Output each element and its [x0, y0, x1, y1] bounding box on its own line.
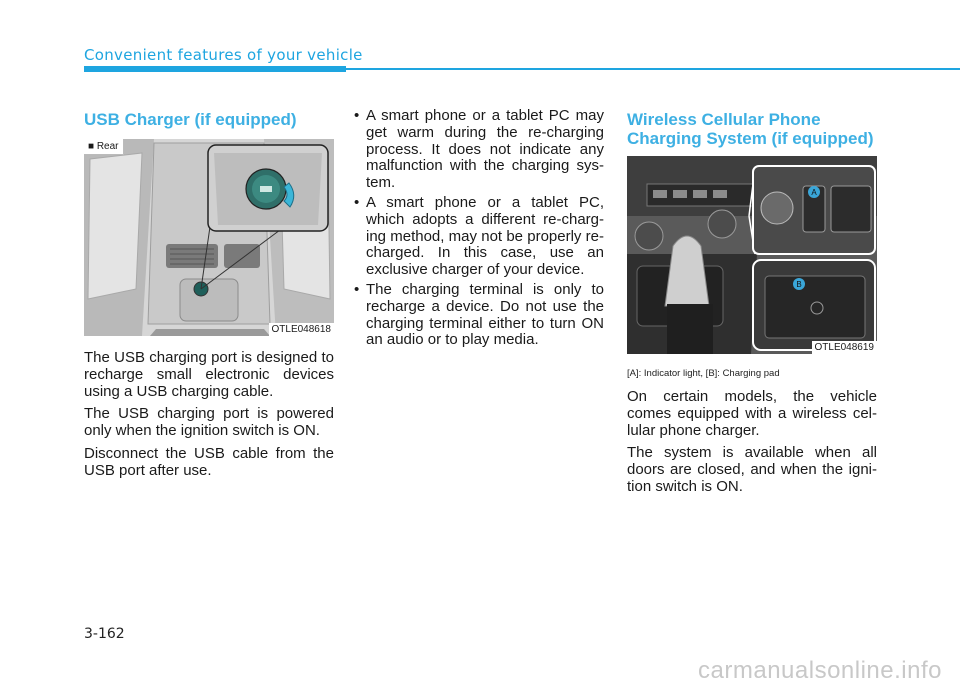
figure-caption: [A]: Indicator light, [B]: Charging pad [627, 368, 780, 379]
section-title: Convenient features of your vehicle [84, 46, 363, 64]
watermark: carmanualsonline.info [698, 657, 942, 684]
figure-code: OTLE048618 [269, 323, 335, 336]
usb-paragraph-2: The USB charging port is powered only when the ignition switch is ON. [84, 405, 334, 440]
page-number: 3-162 [84, 626, 125, 642]
label-b: B [796, 280, 802, 289]
usb-charger-heading: USB Charger (if equipped) [84, 110, 297, 129]
note-bullet-2: • A smart phone or a tablet PC, which adopts a different re-charg-ing method, may not be properly re-charged. In this case, use an exclusive charger of your device. [354, 195, 604, 279]
label-a: A [811, 188, 817, 197]
figure-code: OTLE048619 [812, 341, 878, 354]
notes-column [354, 108, 604, 352]
wireless-paragraph-2: The system is available when all doors are closed, and when the igni-tion switch is ON. [627, 444, 877, 495]
notes-list [354, 108, 604, 349]
figure-rear-tag: ■ Rear [84, 139, 124, 155]
header-rule-thin [346, 68, 960, 70]
wireless-pad-figure [627, 156, 877, 354]
usb-paragraph-3: Disconnect the USB cable from the USB port after use. [84, 444, 334, 479]
wireless-charging-column [627, 110, 877, 496]
wireless-paragraph-1: On certain models, the vehicle comes equipped with a wireless cel-lular phone charger. [627, 388, 877, 439]
usb-paragraph-1: The USB charging port is designed to recharge small electronic devices using a USB charging cable. [84, 349, 334, 400]
usb-port-figure [84, 139, 334, 336]
wireless-heading-line-2: Charging System (if equipped) [627, 129, 874, 148]
note-bullet-3: • The charging terminal is only to recharge a device. Do not use the charging terminal either to turn ON an audio or to play media. [354, 282, 604, 349]
wireless-heading-line-1: Wireless Cellular Phone [627, 110, 821, 129]
usb-charger-column [84, 110, 334, 480]
note-bullet-1: • A smart phone or a tablet PC may get warm during the re-charging process. It does not indicate any malfunction with the charging sys-tem. [354, 108, 604, 192]
header-rule-thick [84, 66, 346, 72]
wireless-pad-illustration [627, 156, 877, 354]
usb-port-illustration [84, 139, 334, 336]
